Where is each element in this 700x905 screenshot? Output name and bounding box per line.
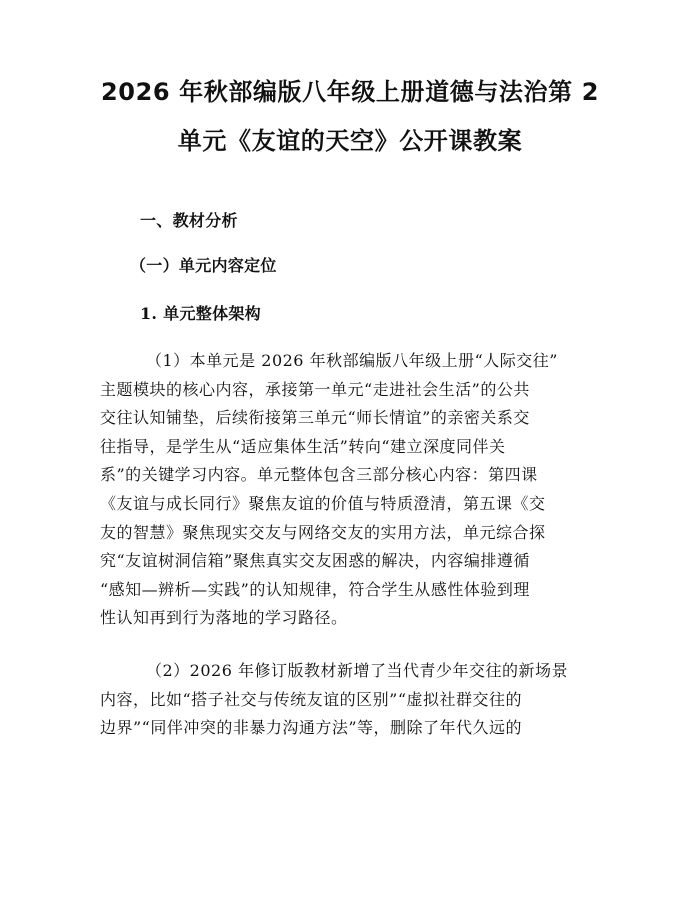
paragraph-line: 《友谊与成长同行》聚焦友谊的价值与特质澄清，第五课《交 bbox=[100, 493, 546, 513]
document-title bbox=[100, 68, 600, 166]
paragraph-line: （2）2026 年修订版教材新增了当代青少年交往的新场景 bbox=[146, 660, 568, 680]
paragraph-line: （1）本单元是 2026 年秋部编版八年级上册“人际交往” bbox=[146, 351, 558, 370]
title-line: 2026 年秋部编版八年级上册道德与法治第 2 bbox=[100, 78, 599, 106]
section-heading: 一、教材分析 bbox=[140, 211, 238, 230]
paragraph-line: 性认知再到行为落地的学习路径。 bbox=[100, 608, 348, 628]
item-heading: 1. 单元整体架构 bbox=[140, 304, 261, 323]
paragraph-line: “感知—辨析—实践”的认知规律，符合学生从感性体验到理 bbox=[100, 579, 530, 599]
paragraph-line: 往指导，是学生从“适应集体生活”转向“建立深度同伴关 bbox=[100, 436, 506, 456]
paragraph-line: 内容，比如“搭子社交与传统友谊的区别”“虚拟社群交往的 bbox=[100, 689, 523, 709]
title-line: 单元《友谊的天空》公开课教案 bbox=[177, 127, 523, 155]
paragraph-line: 系”的关键学习内容。单元整体包含三部分核心内容：第四课 bbox=[100, 465, 538, 485]
body-paragraph bbox=[100, 347, 600, 633]
subsection-heading: （一）单元内容定位 bbox=[130, 256, 277, 275]
body-paragraph bbox=[100, 657, 600, 743]
paragraph-line: 友的智慧》聚焦现实交友与网络交友的实用方法，单元综合探 bbox=[100, 522, 546, 542]
paragraph-line: 交往认知铺垫，后续衔接第三单元“师长情谊”的亲密关系交 bbox=[100, 408, 530, 428]
paragraph-line: 主题模块的核心内容，承接第一单元“走进社会生活”的公共 bbox=[100, 379, 530, 399]
paragraph-line: 边界”“同伴冲突的非暴力沟通方法”等，删除了年代久远的 bbox=[100, 718, 523, 738]
paragraph-line: 究“友谊树洞信箱”聚焦真实交友困惑的解决，内容编排遵循 bbox=[100, 551, 530, 571]
